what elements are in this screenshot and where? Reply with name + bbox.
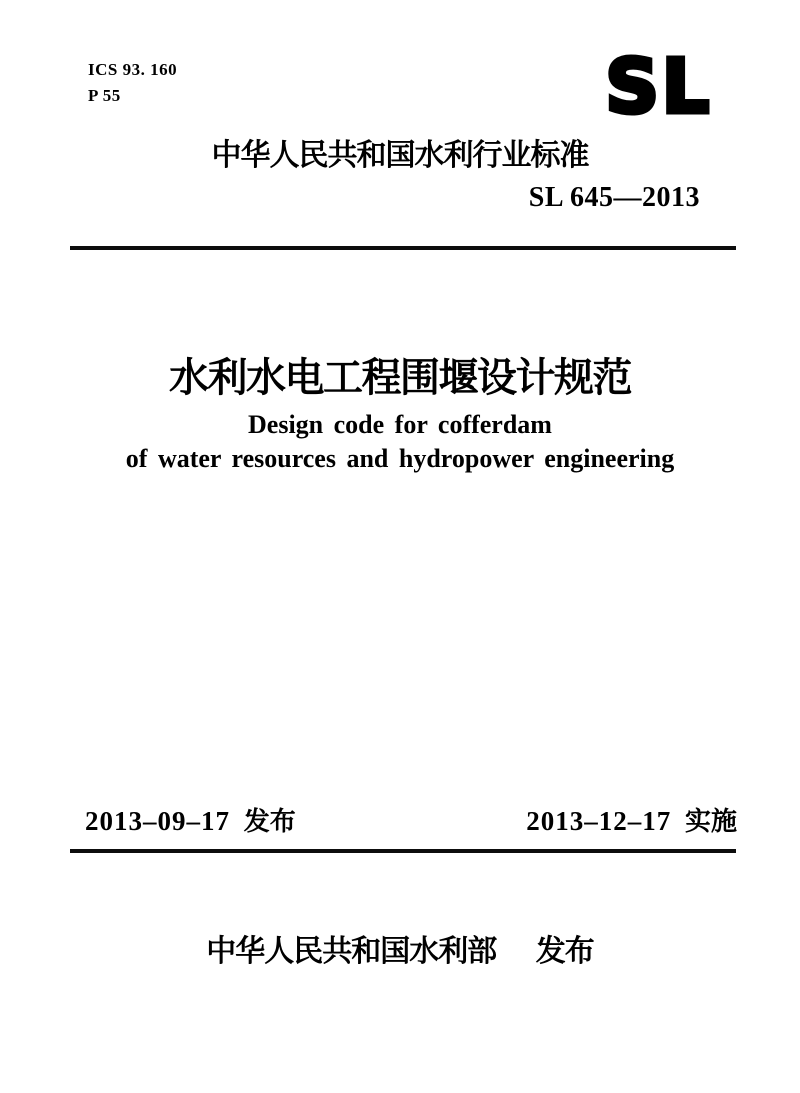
implement-date: 2013–12–17 [526,806,672,836]
issue-date-line [85,801,296,838]
title-chinese: 水利水电工程围堰设计规范 [169,355,631,401]
publish-action-label: 发布 [535,934,594,969]
standard-category: 中华人民共和国水利行业标准 [211,138,589,173]
ics-code: ICS 93. 160 [88,60,178,79]
sl-logo: SL [605,44,712,130]
standard-number: SL 645—2013 [528,182,700,213]
issue-date: 2013–09–17 [85,806,230,836]
header-rule [70,246,736,250]
publisher-name: 中华人民共和国水利部 [206,934,497,969]
implement-date-line [526,801,737,838]
doc-class-code: P 55 [88,86,121,105]
ics-block [88,57,177,109]
title-english-line1: Design code for cofferdam [248,410,552,439]
title-english [0,408,800,476]
dates-row [85,801,737,838]
implement-label: 实施 [684,807,737,837]
publisher-line [0,926,800,970]
title-english-line2: of water resources and hydropower engineering [125,444,675,473]
footer-rule [70,849,736,853]
issue-label: 发布 [243,807,296,837]
